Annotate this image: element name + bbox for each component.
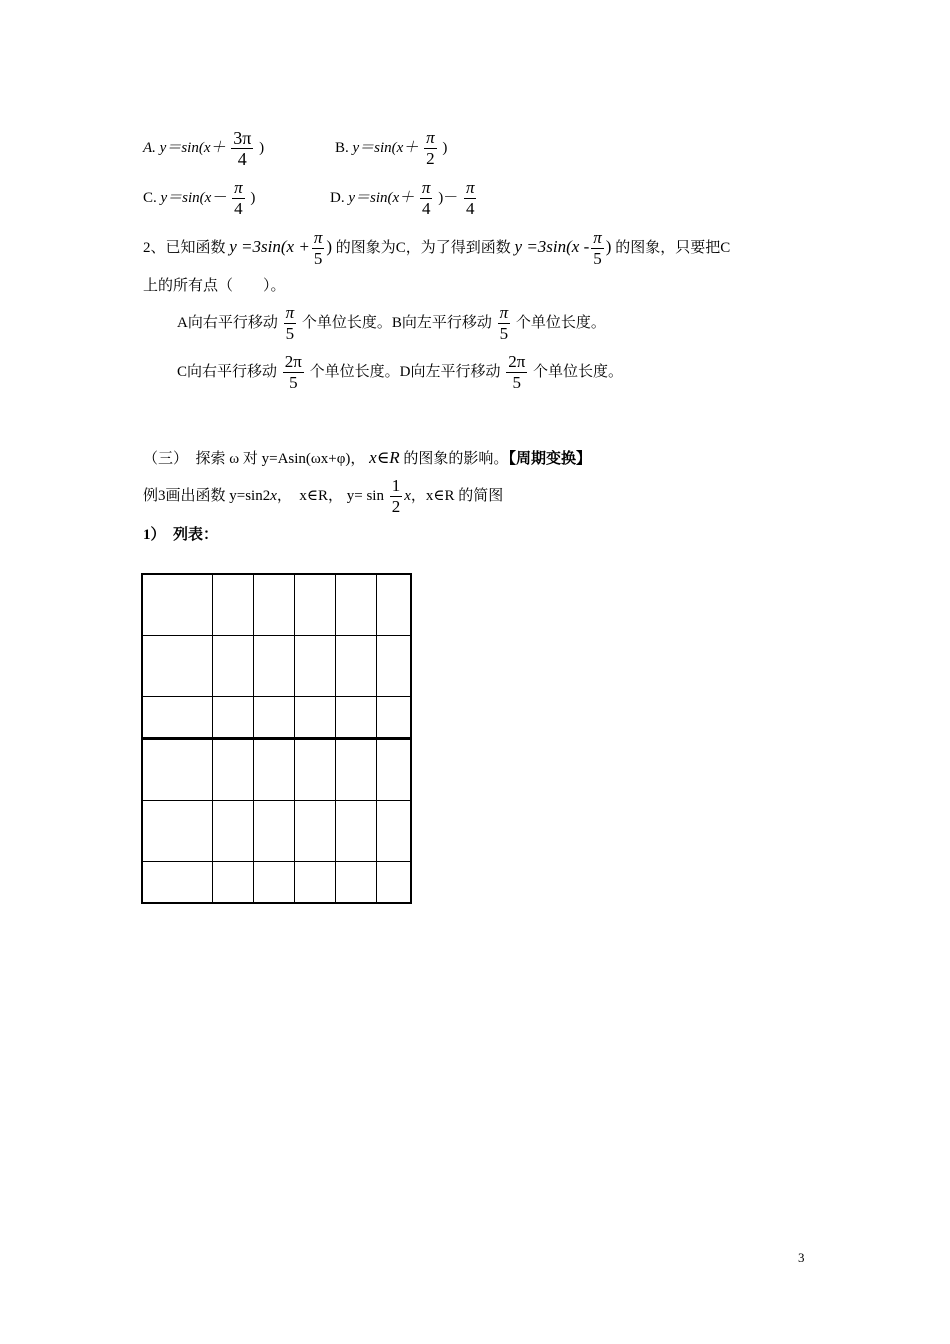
option-c-fraction: $\frac{\pi}{4}$ bbox=[234, 178, 243, 218]
table-cell bbox=[294, 635, 335, 696]
option-d-label: D. bbox=[330, 189, 345, 206]
option-d-mid: )－ bbox=[438, 189, 459, 206]
q2-option-b-suffix: 个单位长度。 bbox=[515, 314, 606, 331]
example-3-x: x bbox=[270, 487, 277, 504]
example-3-text: 例3画出函数 y=sin2 bbox=[143, 487, 271, 504]
table-cell bbox=[253, 800, 294, 861]
section-3-heading-math: x∈R bbox=[369, 448, 400, 467]
table-cell bbox=[294, 574, 335, 635]
table-cell bbox=[212, 696, 253, 738]
option-b-close: ) bbox=[442, 139, 448, 156]
option-d bbox=[330, 178, 478, 219]
table-cell bbox=[335, 696, 376, 738]
table-cell bbox=[376, 800, 411, 861]
section-3-tag: 【周期变换】 bbox=[508, 451, 591, 467]
option-c-expr: y＝sin(x－ bbox=[160, 189, 227, 206]
table-cell bbox=[253, 635, 294, 696]
function-1-close: ) bbox=[326, 236, 333, 256]
example-3-mid: ， x∈R， y= sin bbox=[276, 487, 384, 504]
example-3-x2: x bbox=[404, 487, 411, 504]
table-cell bbox=[376, 696, 411, 738]
option-c-label: C. bbox=[143, 189, 157, 206]
question-2-options-ab bbox=[177, 303, 606, 344]
table-cell bbox=[335, 739, 376, 800]
table-cell bbox=[376, 635, 411, 696]
question-2-middle: 的图象为C，为了得到函数 bbox=[335, 239, 511, 256]
table-cell bbox=[294, 861, 335, 903]
table-cell bbox=[142, 739, 212, 800]
table-cell bbox=[335, 635, 376, 696]
table-cell bbox=[376, 574, 411, 635]
q2-option-b-text: 个单位长度。B向左平行移动 bbox=[301, 314, 492, 331]
table-cell bbox=[212, 800, 253, 861]
q2-option-d-text: 个单位长度。D向左平行移动 bbox=[309, 363, 501, 380]
function-1: y =3sin(x + bbox=[229, 236, 310, 256]
table-cell bbox=[253, 739, 294, 800]
step-1-label: 1） 列表： bbox=[143, 527, 219, 543]
table-cell bbox=[253, 696, 294, 738]
option-a-close: ) bbox=[259, 139, 265, 156]
option-d-fraction-2: $\frac{\pi}{4}$ bbox=[465, 178, 475, 218]
q2-option-b-fraction: $\frac{\pi}{5}$ bbox=[499, 303, 509, 343]
table-cell bbox=[212, 739, 253, 800]
option-a-expr: y＝sin(x＋ bbox=[159, 139, 226, 156]
table-cell bbox=[212, 861, 253, 903]
q2-option-c-text: C向右平行移动 bbox=[177, 363, 278, 380]
blank-table-1 bbox=[141, 573, 412, 739]
table-cell bbox=[335, 800, 376, 861]
section-3-heading bbox=[143, 448, 591, 469]
table-row bbox=[142, 739, 411, 800]
table-cell bbox=[142, 861, 212, 903]
table-cell bbox=[294, 800, 335, 861]
function-2: y =3sin(x - bbox=[514, 236, 590, 256]
blank-table-2 bbox=[141, 738, 412, 904]
example-3 bbox=[143, 476, 503, 517]
question-2-prefix: 2、已知函数 bbox=[143, 239, 226, 256]
table-cell bbox=[335, 861, 376, 903]
option-a-label: A. bbox=[143, 139, 156, 156]
table-cell bbox=[212, 574, 253, 635]
table-cell bbox=[294, 696, 335, 738]
question-2-line-1 bbox=[143, 228, 730, 269]
table-row bbox=[142, 635, 411, 696]
table-cell bbox=[142, 800, 212, 861]
table-row bbox=[142, 800, 411, 861]
option-b-fraction: $\frac{\pi}{2}$ bbox=[426, 128, 435, 168]
example-3-fraction: $\frac{1}{2}$ bbox=[391, 476, 401, 516]
q2-option-a-fraction: $\frac{\pi}{5}$ bbox=[285, 303, 295, 343]
section-3-heading-text: （三） 探索 ω 对 y=Asin(ωx+φ)， bbox=[143, 451, 366, 467]
table-row bbox=[142, 574, 411, 635]
function-2-close: ) bbox=[605, 236, 612, 256]
section-3-heading-post: 的图象的影响。 bbox=[403, 451, 509, 467]
option-b-expr: y＝sin(x＋ bbox=[352, 139, 419, 156]
table-cell bbox=[376, 861, 411, 903]
table-cell bbox=[253, 574, 294, 635]
function-1-fraction: $\frac{\pi}{5}$ bbox=[313, 228, 323, 268]
example-3-post: ，x∈R 的简图 bbox=[410, 487, 504, 504]
question-2-suffix: 的图象，只要把C bbox=[615, 239, 731, 256]
table-cell bbox=[253, 861, 294, 903]
option-c-close: ) bbox=[250, 189, 256, 206]
option-c bbox=[143, 178, 255, 219]
option-b-label: B. bbox=[335, 139, 349, 156]
table-cell bbox=[142, 635, 212, 696]
table-cell bbox=[142, 696, 212, 738]
option-d-expr: y＝sin(x＋ bbox=[348, 189, 415, 206]
option-a-fraction: $\frac{3\pi}{4}$ bbox=[233, 128, 252, 169]
function-2-fraction: $\frac{\pi}{5}$ bbox=[593, 228, 602, 268]
option-b bbox=[335, 128, 447, 169]
table-row bbox=[142, 696, 411, 738]
table-cell bbox=[294, 739, 335, 800]
option-d-fraction: $\frac{\pi}{4}$ bbox=[421, 178, 431, 218]
q2-option-d-fraction: $\frac{2\pi}{5}$ bbox=[508, 352, 526, 392]
table-cell bbox=[142, 574, 212, 635]
table-cell bbox=[376, 739, 411, 800]
table-row bbox=[142, 861, 411, 903]
question-2-line-2: 上的所有点（ ）。 bbox=[143, 278, 286, 294]
question-2-options-cd bbox=[177, 352, 623, 393]
page-number: 3 bbox=[798, 1250, 805, 1265]
q2-option-d-suffix: 个单位长度。 bbox=[533, 363, 624, 380]
q2-option-c-fraction: $\frac{2\pi}{5}$ bbox=[284, 352, 302, 392]
option-a bbox=[143, 128, 264, 169]
table-cell bbox=[335, 574, 376, 635]
q2-option-a-text: A向右平行移动 bbox=[177, 314, 278, 331]
table-cell bbox=[212, 635, 253, 696]
